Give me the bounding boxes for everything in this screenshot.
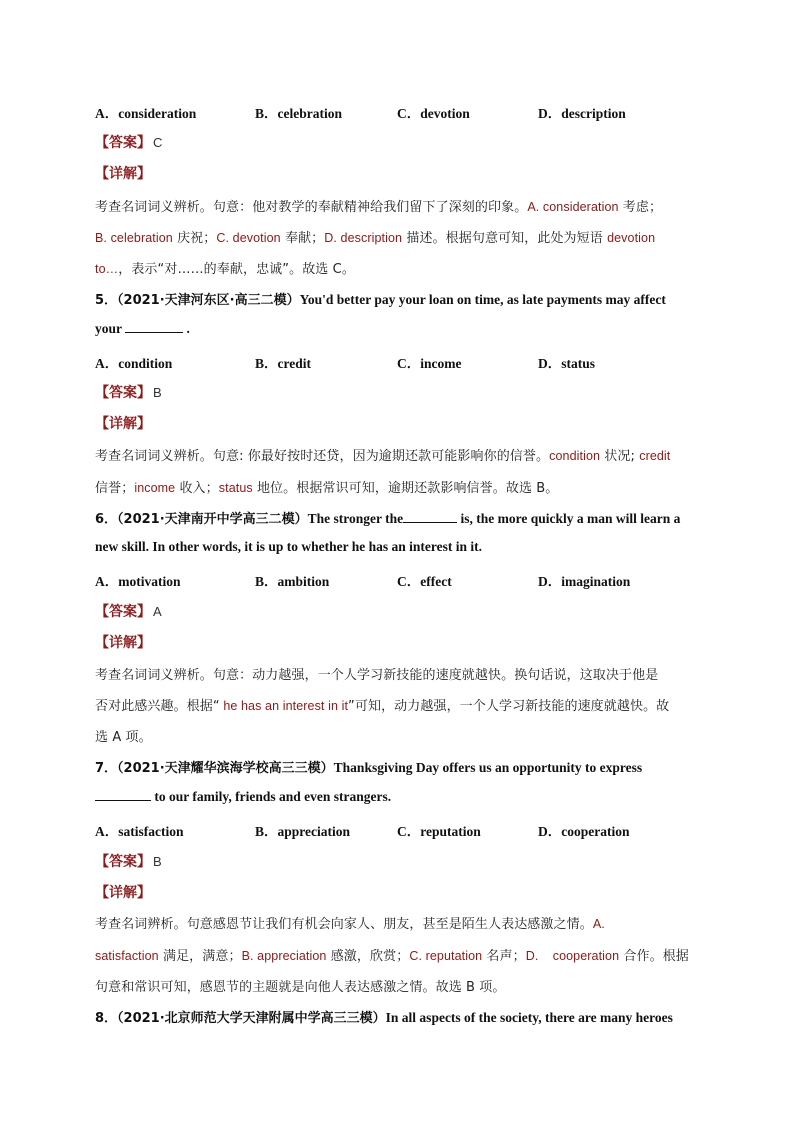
explanation-line: B. celebration 庆祝；C. devotion 奉献；D. description 描述。根据句意可知，此处为短语 devotion xyxy=(95,231,656,246)
explanation-line: 考查名词词义辨析。句意：动力越强，一个人学习新技能的速度就越快。换句话说，这取决于他是 xyxy=(95,668,659,683)
answer-value: A xyxy=(153,604,162,619)
explanation-line: 信誉；income 收入；status 地位。根据常识可知，逾期还款影响信誉。故选 B。 xyxy=(95,481,559,496)
option-a: A．motivation xyxy=(95,574,181,589)
option-d: D．imagination xyxy=(538,574,631,589)
option-b: B．appreciation xyxy=(255,824,351,839)
options-row-q6 xyxy=(95,570,695,588)
answer-blank xyxy=(403,521,457,523)
option-b: B．ambition xyxy=(255,574,330,589)
answer-line-q4 xyxy=(95,132,162,152)
detail-tag: 【详解】 xyxy=(95,166,151,182)
explanation-line: 考查名词词义辨析。句意: 你最好按时还贷，因为逾期还款可能影响你的信誉。condition 状况; credit xyxy=(95,449,671,464)
option-b: B．credit xyxy=(255,356,311,371)
question-stem-q6: 6．（2021·天津南开中学高三二模）The stronger the is, the more quickly a man will learn a xyxy=(95,511,681,527)
explanation-line: 考查名词辨析。句意感恩节让我们有机会向家人、朋友，甚至是陌生人表达感激之情。A. xyxy=(95,917,605,932)
detail-tag: 【详解】 xyxy=(95,416,151,432)
option-c: C．devotion xyxy=(397,106,470,121)
option-a: A．consideration xyxy=(95,106,197,121)
answer-tag: 【答案】 xyxy=(95,854,151,870)
detail-line-q4 xyxy=(95,163,151,183)
answer-tag: 【答案】 xyxy=(95,604,151,620)
options-row-q7 xyxy=(95,820,695,838)
question-stem-q5-cont: your . xyxy=(95,321,190,336)
detail-line-q6 xyxy=(95,632,151,652)
option-d: D．cooperation xyxy=(538,824,630,839)
answer-blank xyxy=(95,799,151,801)
detail-tag: 【详解】 xyxy=(95,885,151,901)
question-stem-q5: 5．（2021·天津河东区·高三二模）You'd better pay your loan on time, as late payments may affect xyxy=(95,292,666,308)
explanation-line: to…，表示“对……的奉献，忠诚”。故选 C。 xyxy=(95,262,355,277)
detail-line-q7 xyxy=(95,882,151,902)
answer-value: B xyxy=(153,385,162,400)
explanation-line: 句意和常识可知，感恩节的主题就是向他人表达感激之情。故选 B 项。 xyxy=(95,980,506,995)
answer-value: B xyxy=(153,854,162,869)
answer-tag: 【答案】 xyxy=(95,385,151,401)
answer-tag: 【答案】 xyxy=(95,135,151,151)
options-row-q4 xyxy=(95,102,695,120)
detail-line-q5 xyxy=(95,413,151,433)
option-c: C．income xyxy=(397,356,462,371)
option-c: C．reputation xyxy=(397,824,481,839)
answer-line-q5 xyxy=(95,382,162,402)
option-a: A．satisfaction xyxy=(95,824,184,839)
option-d: D．status xyxy=(538,356,596,371)
explanation-line: satisfaction 满足，满意；B. appreciation 感激，欣赏；C. reputation 名声；D. cooperation 合作。根据 xyxy=(95,949,689,964)
answer-blank xyxy=(125,331,183,333)
explanation-line: 否对此感兴趣。根据“ he has an interest in it”可知，动力越强，一个人学习新技能的速度就越快。故 xyxy=(95,699,670,714)
answer-value: C xyxy=(153,135,163,150)
options-row-q5 xyxy=(95,352,695,370)
explanation-line: 考查名词词义辨析。句意：他对教学的奉献精神给我们留下了深刻的印象。A. consideration 考虑； xyxy=(95,200,663,215)
option-c: C．effect xyxy=(397,574,452,589)
question-source: 8．（2021·北京师范大学天津附属中学高三三模） xyxy=(95,1011,386,1026)
answer-line-q7 xyxy=(95,851,162,871)
explanation-line: 选 A 项。 xyxy=(95,730,152,745)
question-stem-q6-cont: new skill. In other words, it is up to whether he has an interest in it. xyxy=(95,539,483,554)
answer-line-q6 xyxy=(95,601,162,621)
question-source: 5．（2021·天津河东区·高三二模） xyxy=(95,293,300,308)
detail-tag: 【详解】 xyxy=(95,635,151,651)
question-stem-q8: 8．（2021·北京师范大学天津附属中学高三三模）In all aspects of the society, there are many heroes xyxy=(95,1010,673,1026)
option-a: A．condition xyxy=(95,356,173,371)
question-source: 7．（2021·天津耀华滨海学校高三三模） xyxy=(95,761,334,776)
question-source: 6．（2021·天津南开中学高三二模） xyxy=(95,512,308,527)
option-d: D．description xyxy=(538,106,626,121)
question-stem-q7-cont: to our family, friends and even strangers. xyxy=(95,789,391,805)
option-b: B．celebration xyxy=(255,106,342,121)
question-stem-q7: 7．（2021·天津耀华滨海学校高三三模）Thanksgiving Day offers us an opportunity to express xyxy=(95,760,643,776)
